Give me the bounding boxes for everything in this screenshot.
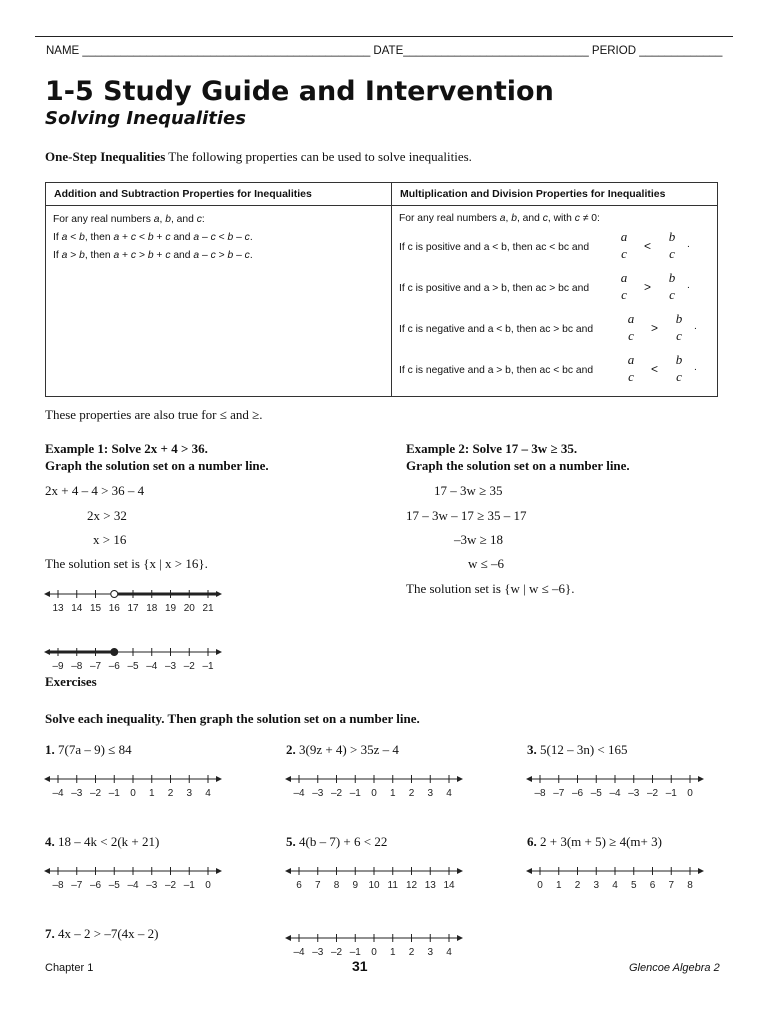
rule-period: . bbox=[687, 280, 690, 291]
fraction-relation: < bbox=[644, 239, 652, 253]
tick-label: 17 bbox=[127, 603, 139, 614]
tick-label: –2 bbox=[330, 788, 343, 799]
tick-label: 0 bbox=[130, 788, 136, 799]
fraction-relation: > bbox=[651, 321, 659, 335]
example2-solution: The solution set is {w | w ≤ –6}. bbox=[406, 581, 575, 596]
fraction-b-over-c: b c bbox=[675, 311, 683, 343]
exercise-inequality: 5(12 – 3n) < 165 bbox=[536, 742, 628, 757]
tick-label: –7 bbox=[89, 661, 102, 672]
fraction-b-over-c: b c bbox=[668, 270, 676, 302]
multiplication-properties-cell bbox=[392, 206, 718, 397]
tick-label: –1 bbox=[183, 880, 195, 891]
left-arrow bbox=[285, 776, 291, 782]
tick-label: –6 bbox=[89, 880, 102, 891]
left-arrow bbox=[526, 776, 532, 782]
tick-label: 4 bbox=[446, 788, 452, 799]
tick-label: –9 bbox=[52, 661, 64, 672]
tick-label: 4 bbox=[205, 788, 211, 799]
left-arrow bbox=[285, 935, 291, 941]
tick-label: 3 bbox=[427, 947, 434, 958]
tick-label: –6 bbox=[108, 661, 120, 672]
tick-label: 4 bbox=[446, 947, 452, 958]
multiplication-rule-2 bbox=[399, 269, 710, 310]
tick-label: 3 bbox=[593, 880, 600, 891]
tick-label: 18 bbox=[146, 603, 158, 614]
rule-period: . bbox=[694, 362, 697, 373]
right-arrow bbox=[457, 776, 463, 782]
tick-label: –4 bbox=[293, 788, 305, 799]
example2-step-2: 17 – 3w – 17 ≥ 35 – 17 bbox=[406, 508, 527, 523]
tick-label: –1 bbox=[202, 661, 214, 672]
tick-label: –4 bbox=[146, 661, 158, 672]
right-arrow bbox=[216, 776, 222, 782]
exercise-inequality: 4x – 2 > –7(4x – 2) bbox=[54, 926, 159, 941]
exercise-3-number-line bbox=[522, 771, 708, 801]
exercise-inequality: 3(9z + 4) > 35z – 4 bbox=[295, 742, 399, 757]
tick-label: –8 bbox=[71, 661, 83, 672]
exercise-number: 7. bbox=[45, 926, 55, 941]
exercise-inequality: 18 – 4k < 2(k + 21) bbox=[54, 834, 160, 849]
tick-label: –7 bbox=[71, 880, 83, 891]
tick-label: –3 bbox=[312, 788, 324, 799]
tick-label: 0 bbox=[537, 880, 543, 891]
addition-line-1: For any real numbers a, b, and c: bbox=[53, 214, 205, 225]
footer-book-title: Glencoe Algebra 2 bbox=[629, 962, 720, 974]
rule-text: If c is positive and a < b, then ac < bc and bbox=[399, 242, 590, 253]
tick-label: 1 bbox=[389, 788, 396, 799]
example1-solution: The solution set is {x | x > 16}. bbox=[45, 556, 208, 571]
tick-label: –2 bbox=[89, 788, 102, 799]
exercise-7 bbox=[45, 926, 159, 942]
exercise-4 bbox=[45, 834, 159, 850]
open-point bbox=[111, 591, 118, 598]
exercise-number: 6. bbox=[527, 834, 537, 849]
multiplication-intro: For any real numbers a, b, and c, with c ≠ 0: bbox=[399, 213, 600, 224]
exercise-7-number-line bbox=[281, 930, 467, 960]
exercise-number: 1. bbox=[45, 742, 55, 757]
name-date-period-line: NAME _____________________________________________ DATE_____________________________ PERIOD _____________ bbox=[46, 45, 723, 57]
tick-label: –4 bbox=[127, 880, 139, 891]
exercise-inequality: 2 + 3(m + 5) ≥ 4(m+ 3) bbox=[536, 834, 662, 849]
exercise-3 bbox=[527, 742, 628, 758]
tick-label: 10 bbox=[368, 880, 380, 891]
rule-text: If c is negative and a < b, then ac > bc and bbox=[399, 324, 594, 335]
fraction-relation: > bbox=[644, 280, 652, 294]
tick-label: 14 bbox=[71, 603, 83, 614]
exercise-5-number-line bbox=[281, 863, 467, 893]
tick-label: 1 bbox=[148, 788, 155, 799]
tick-label: 6 bbox=[649, 880, 656, 891]
tick-label: –6 bbox=[571, 788, 584, 799]
tick-label: –2 bbox=[330, 947, 343, 958]
exercise-number: 4. bbox=[45, 834, 55, 849]
fraction-a-over-c: a c bbox=[627, 352, 635, 384]
tick-label: 8 bbox=[687, 880, 693, 891]
fraction-a-over-c: a c bbox=[627, 311, 635, 343]
tick-label: 13 bbox=[52, 603, 64, 614]
example1-step-1: 2x + 4 – 4 > 36 – 4 bbox=[45, 483, 145, 498]
tick-label: 2 bbox=[167, 788, 174, 799]
multiplication-rule-1 bbox=[399, 228, 710, 269]
tick-label: –5 bbox=[590, 788, 602, 799]
right-arrow bbox=[698, 776, 704, 782]
left-arrow bbox=[44, 776, 50, 782]
tick-label: –1 bbox=[349, 788, 361, 799]
tick-label: –3 bbox=[312, 947, 324, 958]
left-arrow bbox=[285, 868, 291, 874]
tick-label: 12 bbox=[405, 880, 418, 891]
example2-instruction: Graph the solution set on a number line. bbox=[406, 458, 630, 473]
example2-number-line bbox=[40, 644, 226, 674]
tick-label: 11 bbox=[387, 880, 398, 891]
exercise-4-number-line bbox=[40, 863, 226, 893]
tick-label: 7 bbox=[668, 880, 675, 891]
right-arrow bbox=[698, 868, 704, 874]
tick-label: –1 bbox=[108, 788, 120, 799]
left-arrow bbox=[44, 868, 50, 874]
page-title: 1-5 Study Guide and Intervention bbox=[45, 76, 554, 107]
left-arrow bbox=[44, 591, 50, 597]
tick-label: –2 bbox=[646, 788, 659, 799]
page-subtitle: Solving Inequalities bbox=[45, 108, 246, 129]
exercise-inequality: 7(7a – 9) ≤ 84 bbox=[54, 742, 132, 757]
tick-label: 7 bbox=[314, 880, 321, 891]
tick-label: –3 bbox=[628, 788, 640, 799]
tick-label: 2 bbox=[408, 947, 415, 958]
footer-page-number: 31 bbox=[352, 958, 368, 974]
tick-label: 14 bbox=[443, 880, 455, 891]
exercise-6-number-line bbox=[522, 863, 708, 893]
addition-properties-cell bbox=[46, 206, 392, 397]
tick-label: –7 bbox=[553, 788, 565, 799]
tick-label: 9 bbox=[352, 880, 359, 891]
tick-label: 19 bbox=[164, 603, 177, 614]
example1-step-3: x > 16 bbox=[93, 532, 127, 547]
example1-heading: Example 1: Solve 2x + 4 > 36. bbox=[45, 441, 208, 456]
tick-label: 3 bbox=[186, 788, 193, 799]
tick-label: 15 bbox=[89, 603, 102, 614]
tick-label: 4 bbox=[612, 880, 618, 891]
tick-label: 0 bbox=[371, 788, 377, 799]
rule-text: If c is negative and a > b, then ac < bc and bbox=[399, 365, 594, 376]
exercise-inequality: 4(b – 7) + 6 < 22 bbox=[295, 834, 388, 849]
multiplication-rule-4 bbox=[399, 351, 710, 392]
addition-line-3: If a > b, then a + c > b + c and a – c > b – c. bbox=[53, 250, 253, 261]
tick-label: 6 bbox=[296, 880, 302, 891]
addition-properties-header: Addition and Subtraction Properties for Inequalities bbox=[46, 183, 392, 206]
tick-label: 0 bbox=[205, 880, 211, 891]
tick-label: 2 bbox=[574, 880, 581, 891]
tick-label: –1 bbox=[349, 947, 361, 958]
tick-label: 8 bbox=[333, 880, 340, 891]
fraction-a-over-c: a c bbox=[620, 270, 628, 302]
example2-step-3: –3w ≥ 18 bbox=[454, 532, 504, 547]
addition-line-2: If a < b, then a + c < b + c and a – c < b – c. bbox=[53, 232, 253, 243]
properties-table bbox=[45, 182, 718, 397]
fraction-a-over-c: a c bbox=[620, 229, 628, 261]
multiplication-properties-header: Multiplication and Division Properties for Inequalities bbox=[392, 183, 718, 206]
exercise-number: 2. bbox=[286, 742, 296, 757]
right-arrow bbox=[457, 935, 463, 941]
tick-label: –8 bbox=[52, 880, 64, 891]
rule-period: . bbox=[694, 321, 697, 332]
right-arrow bbox=[457, 868, 463, 874]
footer-chapter: Chapter 1 bbox=[45, 962, 94, 974]
intro-text: The following properties can be used to solve inequalities. bbox=[165, 149, 472, 164]
properties-note: These properties are also true for ≤ and ≥. bbox=[45, 407, 263, 422]
exercise-1-number-line bbox=[40, 771, 226, 801]
tick-label: –3 bbox=[71, 788, 83, 799]
exercise-6 bbox=[527, 834, 662, 850]
tick-label: –4 bbox=[52, 788, 64, 799]
tick-label: 16 bbox=[108, 603, 120, 614]
tick-label: –5 bbox=[108, 880, 120, 891]
tick-label: 21 bbox=[202, 603, 214, 614]
intro-paragraph bbox=[45, 149, 472, 165]
closed-point bbox=[111, 649, 118, 656]
example2-heading: Example 2: Solve 17 – 3w ≥ 35. bbox=[406, 441, 578, 456]
exercises-heading: Exercises bbox=[45, 674, 97, 689]
tick-label: 13 bbox=[424, 880, 436, 891]
exercise-1 bbox=[45, 742, 132, 758]
tick-label: 3 bbox=[427, 788, 434, 799]
header-rule bbox=[35, 36, 733, 37]
tick-label: –2 bbox=[164, 880, 177, 891]
tick-label: 1 bbox=[555, 880, 562, 891]
fraction-b-over-c: b c bbox=[668, 229, 676, 261]
example1-step-2: 2x > 32 bbox=[87, 508, 127, 523]
tick-label: –3 bbox=[164, 661, 177, 672]
tick-label: 0 bbox=[371, 947, 377, 958]
exercise-5 bbox=[286, 834, 387, 850]
tick-label: –4 bbox=[609, 788, 621, 799]
tick-label: 20 bbox=[183, 603, 195, 614]
tick-label: –3 bbox=[146, 880, 158, 891]
tick-label: –2 bbox=[183, 661, 195, 672]
tick-label: 5 bbox=[630, 880, 637, 891]
example1-instruction: Graph the solution set on a number line. bbox=[45, 458, 269, 473]
exercise-2 bbox=[286, 742, 399, 758]
tick-label: 0 bbox=[687, 788, 693, 799]
tick-label: –4 bbox=[293, 947, 305, 958]
right-arrow bbox=[216, 868, 222, 874]
exercise-number: 5. bbox=[286, 834, 296, 849]
intro-heading: One-Step Inequalities bbox=[45, 149, 166, 164]
example2-step-4: w ≤ –6 bbox=[468, 556, 505, 571]
tick-label: –8 bbox=[534, 788, 546, 799]
exercise-2-number-line bbox=[281, 771, 467, 801]
exercises-instruction: Solve each inequality. Then graph the solution set on a number line. bbox=[45, 711, 420, 726]
multiplication-rules bbox=[399, 228, 710, 392]
example2-step-1: 17 – 3w ≥ 35 bbox=[434, 483, 503, 498]
rule-text: If c is positive and a > b, then ac > bc and bbox=[399, 283, 590, 294]
left-arrow bbox=[526, 868, 532, 874]
fraction-b-over-c: b c bbox=[675, 352, 683, 384]
tick-label: –1 bbox=[665, 788, 677, 799]
rule-period: . bbox=[687, 239, 690, 250]
right-arrow bbox=[216, 649, 222, 655]
fraction-relation: < bbox=[651, 362, 659, 376]
tick-label: –5 bbox=[127, 661, 139, 672]
tick-label: 2 bbox=[408, 788, 415, 799]
exercise-number: 3. bbox=[527, 742, 537, 757]
multiplication-rule-3 bbox=[399, 310, 710, 351]
example1-number-line bbox=[40, 586, 226, 616]
tick-label: 1 bbox=[389, 947, 396, 958]
